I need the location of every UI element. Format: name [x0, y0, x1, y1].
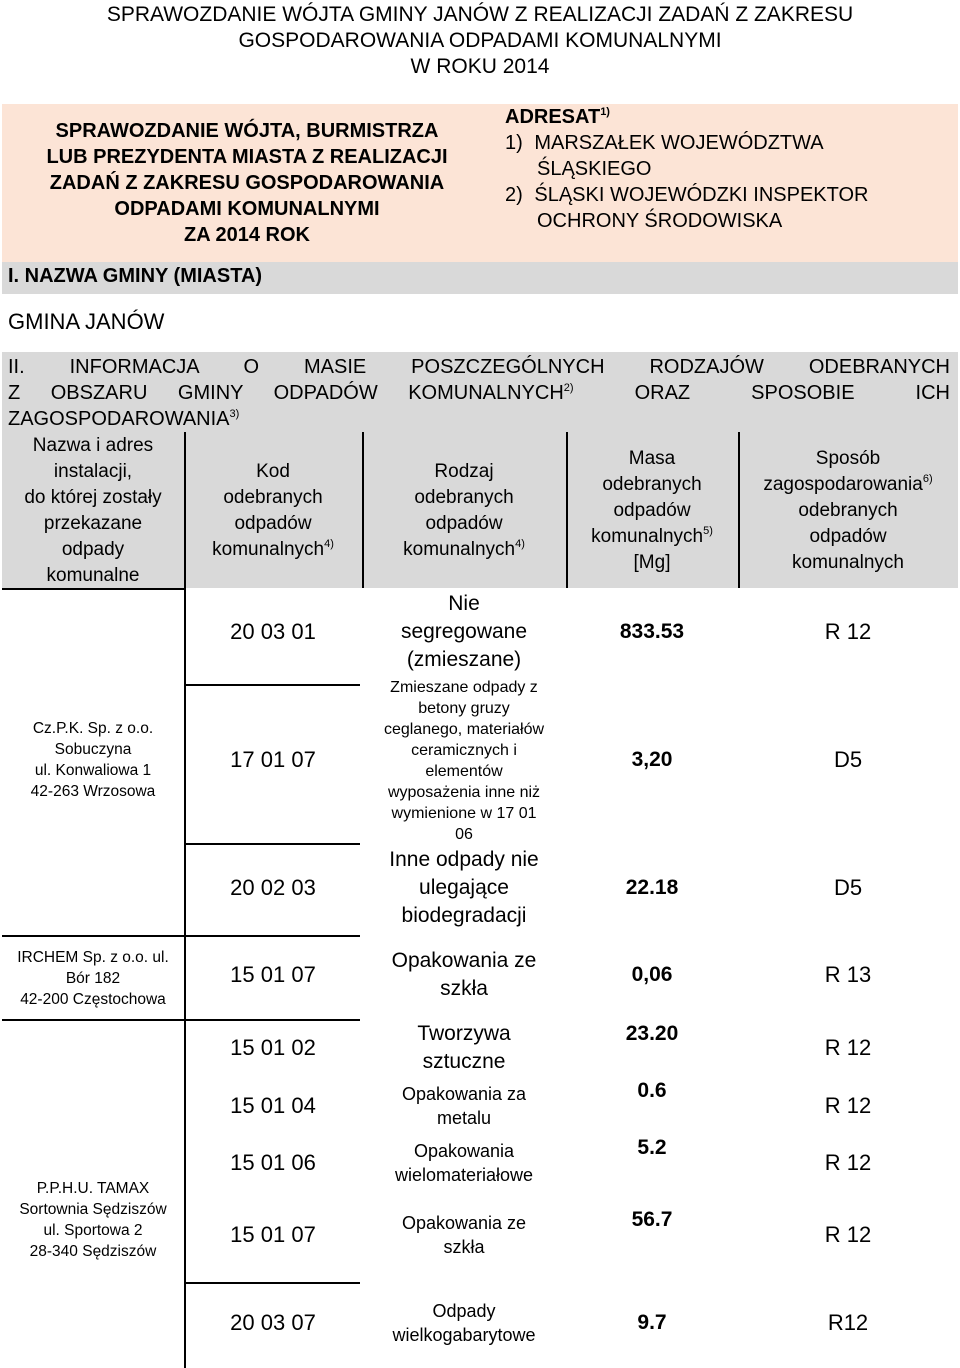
row-1-code: 20 03 01 — [230, 619, 316, 644]
row-2-kind: Zmieszane odpady z betony gruzy ceglanego, materiałów ceramicznych i elementów wyposażenia inne niż wymienione w 17 01 06 — [383, 679, 545, 843]
row-5-code: 15 01 02 — [230, 1035, 316, 1060]
document-title-line-1: SPRAWOZDANIE WÓJTA GMINY JANÓW Z REALIZACJI ZADAŃ Z ZAKRESU — [106, 3, 854, 26]
table-line — [184, 1282, 360, 1284]
table-line — [2, 1019, 184, 1021]
header-method: Sposób zagospodarowania$^{6)}$ odebranych odpadów komunalnych — [763, 448, 933, 573]
row-3-kind: Inne odpady nie ulegające biodegradacji — [389, 848, 539, 927]
row-9-kind: Odpady wielkogabarytowe — [392, 1301, 536, 1345]
row-7-kind: Opakowania wielomateriałowe — [394, 1141, 534, 1185]
row-1-method: R 12 — [824, 619, 872, 644]
table-line — [184, 935, 360, 937]
document-title-line-2: GOSPODAROWANIA ODPADAMI KOMUNALNYMI — [238, 29, 722, 52]
table-line — [2, 588, 184, 590]
row-8-mass: 56.7 — [631, 1208, 673, 1231]
table-line — [184, 1019, 360, 1021]
row-4-mass: 0,06 — [631, 963, 673, 986]
header-installation: Nazwa i adres instalacji, do której zostały przekazane odpady komunalne — [24, 435, 162, 586]
report-title: SPRAWOZDANIE WÓJTA, BURMISTRZA LUB PREZYDENTA MIASTA Z REALIZACJI ZADAŃ Z ZAKRESU GOSPODAROWANIA ODPADAMI KOMUNALNYMI ZA 2014 ROK — [46, 120, 448, 246]
section1-label: I. NAZWA GMINY (MIASTA) — [8, 265, 263, 287]
installation-3: P.P.H.U. TAMAX Sortownia Sędziszów ul. Sportowa 2 28-340 Sędziszów — [19, 1180, 167, 1260]
table-line — [566, 432, 568, 588]
row-1-mass: 833.53 — [619, 620, 685, 643]
row-3-mass: 22.18 — [625, 876, 679, 899]
section2-header: II. INFORMACJA O MASIE POSZCZEGÓLNYCH RODZAJÓW ODEBRANYCH Z OBSZARU GMINY ODPADÓW KOMUNALNYCH$^{2)}$ ORAZ SPOSOBIE ICH ZAGOSPODAROWANIA$^{3)}$ — [8, 356, 950, 430]
row-9-mass: 9.7 — [637, 1311, 667, 1334]
row-4-code: 15 01 07 — [230, 962, 316, 987]
row-5-mass: 23.20 — [625, 1022, 679, 1045]
header-kind: Rodzaj odebranych odpadów komunalnych$^{4)}$ — [403, 461, 525, 560]
installation-2: IRCHEM Sp. z o.o. ul. Bór 182 42-200 Częstochowa — [17, 948, 169, 1008]
row-8-kind: Opakowania ze szkła — [401, 1213, 527, 1257]
header-mass: Masa odebranych odpadów komunalnych$^{5)}$ [Mg] — [591, 448, 713, 573]
addressee-item-2: 2) ŚLĄSKI WOJEWÓDZKI INSPEKTOR — [505, 184, 869, 206]
row-7-mass: 5.2 — [637, 1136, 667, 1159]
table-line — [738, 432, 740, 588]
row-5-kind: Tworzywa sztuczne — [417, 1022, 511, 1073]
row-3-code: 20 02 03 — [230, 875, 316, 900]
addressee-label: ADRESAT — [505, 106, 601, 128]
gmina-name: GMINA JANÓW — [8, 309, 165, 334]
row-6-method: R 12 — [824, 1093, 872, 1118]
row-6-kind: Opakowania za metalu — [401, 1084, 527, 1128]
row-8-method: R 12 — [824, 1222, 872, 1247]
row-5-method: R 12 — [824, 1035, 872, 1060]
row-4-method: R 13 — [824, 962, 872, 987]
row-3-method: D5 — [833, 875, 863, 900]
addressee-item-1: 1) MARSZAŁEK WOJEWÓDZTWA — [505, 132, 824, 154]
row-4-kind: Opakowania ze szkła — [391, 949, 537, 1000]
addressee: ADRESAT$^{1)}$ 1) MARSZAŁEK WOJEWÓDZTWA ŚLĄSKIEGO 2) ŚLĄSKI WOJEWÓDZKI INSPEKTOR OCHRONY ŚRODOWISKA — [505, 104, 955, 234]
row-7-code: 15 01 06 — [230, 1150, 316, 1175]
row-7-method: R 12 — [824, 1150, 872, 1175]
table-line — [2, 935, 184, 937]
row-2-method: D5 — [833, 747, 863, 772]
installation-1: Cz.P.K. Sp. z o.o. Sobuczyna ul. Konwaliowa 1 42-263 Wrzosowa — [30, 720, 156, 800]
header-code: Kod odebranych odpadów komunalnych$^{4)}$ — [212, 461, 334, 560]
row-9-code: 20 03 07 — [230, 1310, 316, 1335]
row-6-code: 15 01 04 — [230, 1093, 316, 1118]
row-2-code: 17 01 07 — [230, 747, 316, 772]
row-9-method: R12 — [827, 1310, 869, 1335]
row-8-code: 15 01 07 — [230, 1222, 316, 1247]
document-title-line-3: W ROKU 2014 — [410, 55, 550, 78]
row-2-mass: 3,20 — [631, 748, 673, 771]
row-1-kind: Nie segregowane (zmieszane) — [400, 592, 528, 671]
table-line — [362, 432, 364, 588]
table-line — [184, 843, 360, 845]
row-6-mass: 0.6 — [637, 1079, 667, 1102]
table-line — [184, 684, 360, 686]
